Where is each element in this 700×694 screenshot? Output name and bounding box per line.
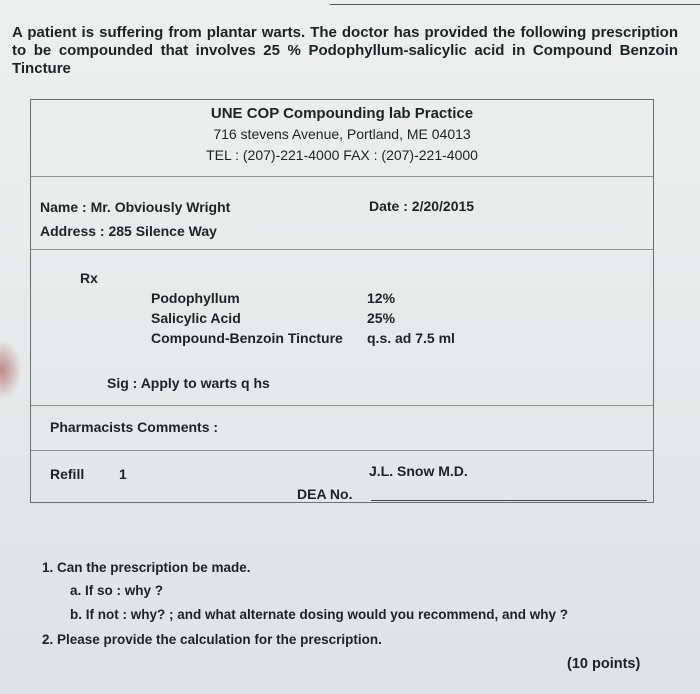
top-rule [330,4,700,5]
points-label: (10 points) [567,656,641,672]
finger-shadow [0,340,22,400]
refill-label: Refill [50,466,85,482]
pharmacist-comments-label: Pharmacists Comments : [50,419,219,435]
patient-name: Name : Mr. Obviously Wright [40,199,231,215]
prescription-form [30,99,654,503]
sig-divider [31,405,653,406]
dea-number-line [371,500,647,501]
rx-date: Date : 2/20/2015 [369,198,475,214]
question-1b: b. If not : why? ; and what alternate dosing would you recommend, and why ? [70,607,569,622]
question-2: 2. Please provide the calculation for the prescription. [42,632,382,647]
patient-address: Address : 285 Silence Way [40,223,217,239]
rx-symbol: Rx [80,270,98,286]
pharmacy-contact: TEL : (207)-221-4000 FAX : (207)-221-4000 [206,147,478,163]
sig-instructions: Sig : Apply to warts q hs [107,375,270,391]
prescriber-name: J.L. Snow M.D. [369,463,468,479]
dea-label: DEA No. [297,486,353,502]
ingredient-amount: q.s. ad 7.5 ml [367,330,455,346]
pharmacy-name: UNE COP Compounding lab Practice [210,105,474,122]
ingredient-amount: 12% [367,290,396,306]
comments-divider [31,450,653,451]
ingredient-name: Compound-Benzoin Tincture [151,330,343,346]
refill-count: 1 [119,466,127,482]
patient-divider [31,249,653,250]
pharmacy-address: 716 stevens Avenue, Portland, ME 04013 [213,126,471,142]
ingredient-amount: 25% [367,310,396,326]
problem-statement: A patient is suffering from plantar warts. The doctor has provided the following prescription to be compounded that involves 25 % Podophyllum-salicylic acid in Compound Benzoin Tincture [12,24,678,77]
ingredient-name: Salicylic Acid [151,310,241,326]
question-1a: a. If so : why ? [70,583,164,598]
ingredient-name: Podophyllum [151,290,240,306]
question-1: 1. Can the prescription be made. [42,560,251,575]
header-divider [31,176,653,177]
